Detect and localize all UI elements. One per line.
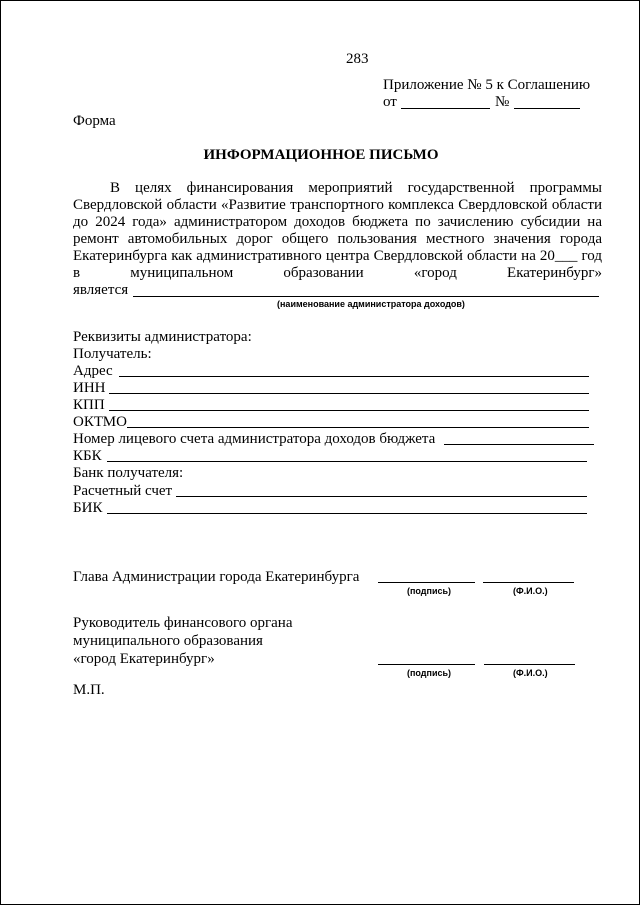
inn-label: ИНН — [73, 380, 106, 396]
finance-signature-line[interactable] — [378, 664, 475, 665]
inn-line[interactable] — [109, 393, 589, 394]
admin-name-line[interactable] — [133, 296, 599, 297]
finance-fio-line[interactable] — [484, 664, 575, 665]
head-fio-caption: (Ф.И.О.) — [513, 586, 548, 596]
kbk-label: КБК — [73, 448, 102, 464]
bik-line[interactable] — [107, 513, 587, 514]
body-text: В целях финансирования мероприятий государственной программы Свердловской области «Развитие транспортного комплекса Свердловской области до 2024 года» администратором доходов бюджета по зачислению субсидии на ремонт автомобильных дорог общего пользования местного значения города Екатеринбурга как административного центра Свердловской области на 20___ год в муниципальном образовании «город Екатеринбург» — [73, 180, 602, 281]
requisites-heading: Реквизиты администратора: — [73, 329, 252, 345]
account-label: Номер лицевого счета администратора доходов бюджета — [73, 431, 436, 447]
page-number: 283 — [346, 51, 369, 67]
account-line[interactable] — [444, 444, 594, 445]
kpp-line[interactable] — [109, 410, 589, 411]
oktmo-line[interactable] — [127, 427, 589, 428]
appendix-title: Приложение № 5 к Соглашению — [383, 77, 591, 93]
recipient-label: Получатель: — [73, 346, 152, 362]
appendix-date-label: от — [383, 94, 397, 110]
head-signature-line[interactable] — [378, 582, 475, 583]
finance-head-line2: муниципального образования — [73, 633, 263, 649]
bank-label: Банк получателя: — [73, 465, 184, 481]
address-label: Адрес — [73, 363, 113, 379]
appendix-number-label: № — [495, 94, 510, 110]
oktmo-label: ОКТМО — [73, 414, 127, 430]
kpp-label: КПП — [73, 397, 105, 413]
address-line[interactable] — [119, 376, 589, 377]
head-fio-line[interactable] — [483, 582, 574, 583]
bik-label: БИК — [73, 500, 103, 516]
finance-head-line1: Руководитель финансового органа — [73, 615, 293, 631]
head-signature-caption: (подпись) — [407, 586, 452, 596]
appendix-date-line[interactable] — [401, 108, 490, 109]
finance-signature-caption: (подпись) — [407, 668, 452, 678]
document-title: ИНФОРМАЦИОННОЕ ПИСЬМО — [203, 147, 439, 163]
is-label: является — [73, 282, 129, 298]
kbk-line[interactable] — [107, 461, 587, 462]
stamp-place: М.П. — [73, 682, 105, 698]
settlement-label: Расчетный счет — [73, 483, 173, 499]
admin-name-caption: (наименование администратора доходов) — [277, 299, 465, 309]
finance-fio-caption: (Ф.И.О.) — [513, 668, 548, 678]
body-paragraph — [73, 180, 602, 282]
finance-head-line3: «город Екатеринбург» — [73, 651, 215, 667]
form-label: Форма — [73, 113, 116, 129]
settlement-line[interactable] — [176, 496, 587, 497]
head-title: Глава Администрации города Екатеринбурга — [73, 569, 360, 585]
appendix-number-line[interactable] — [514, 108, 580, 109]
